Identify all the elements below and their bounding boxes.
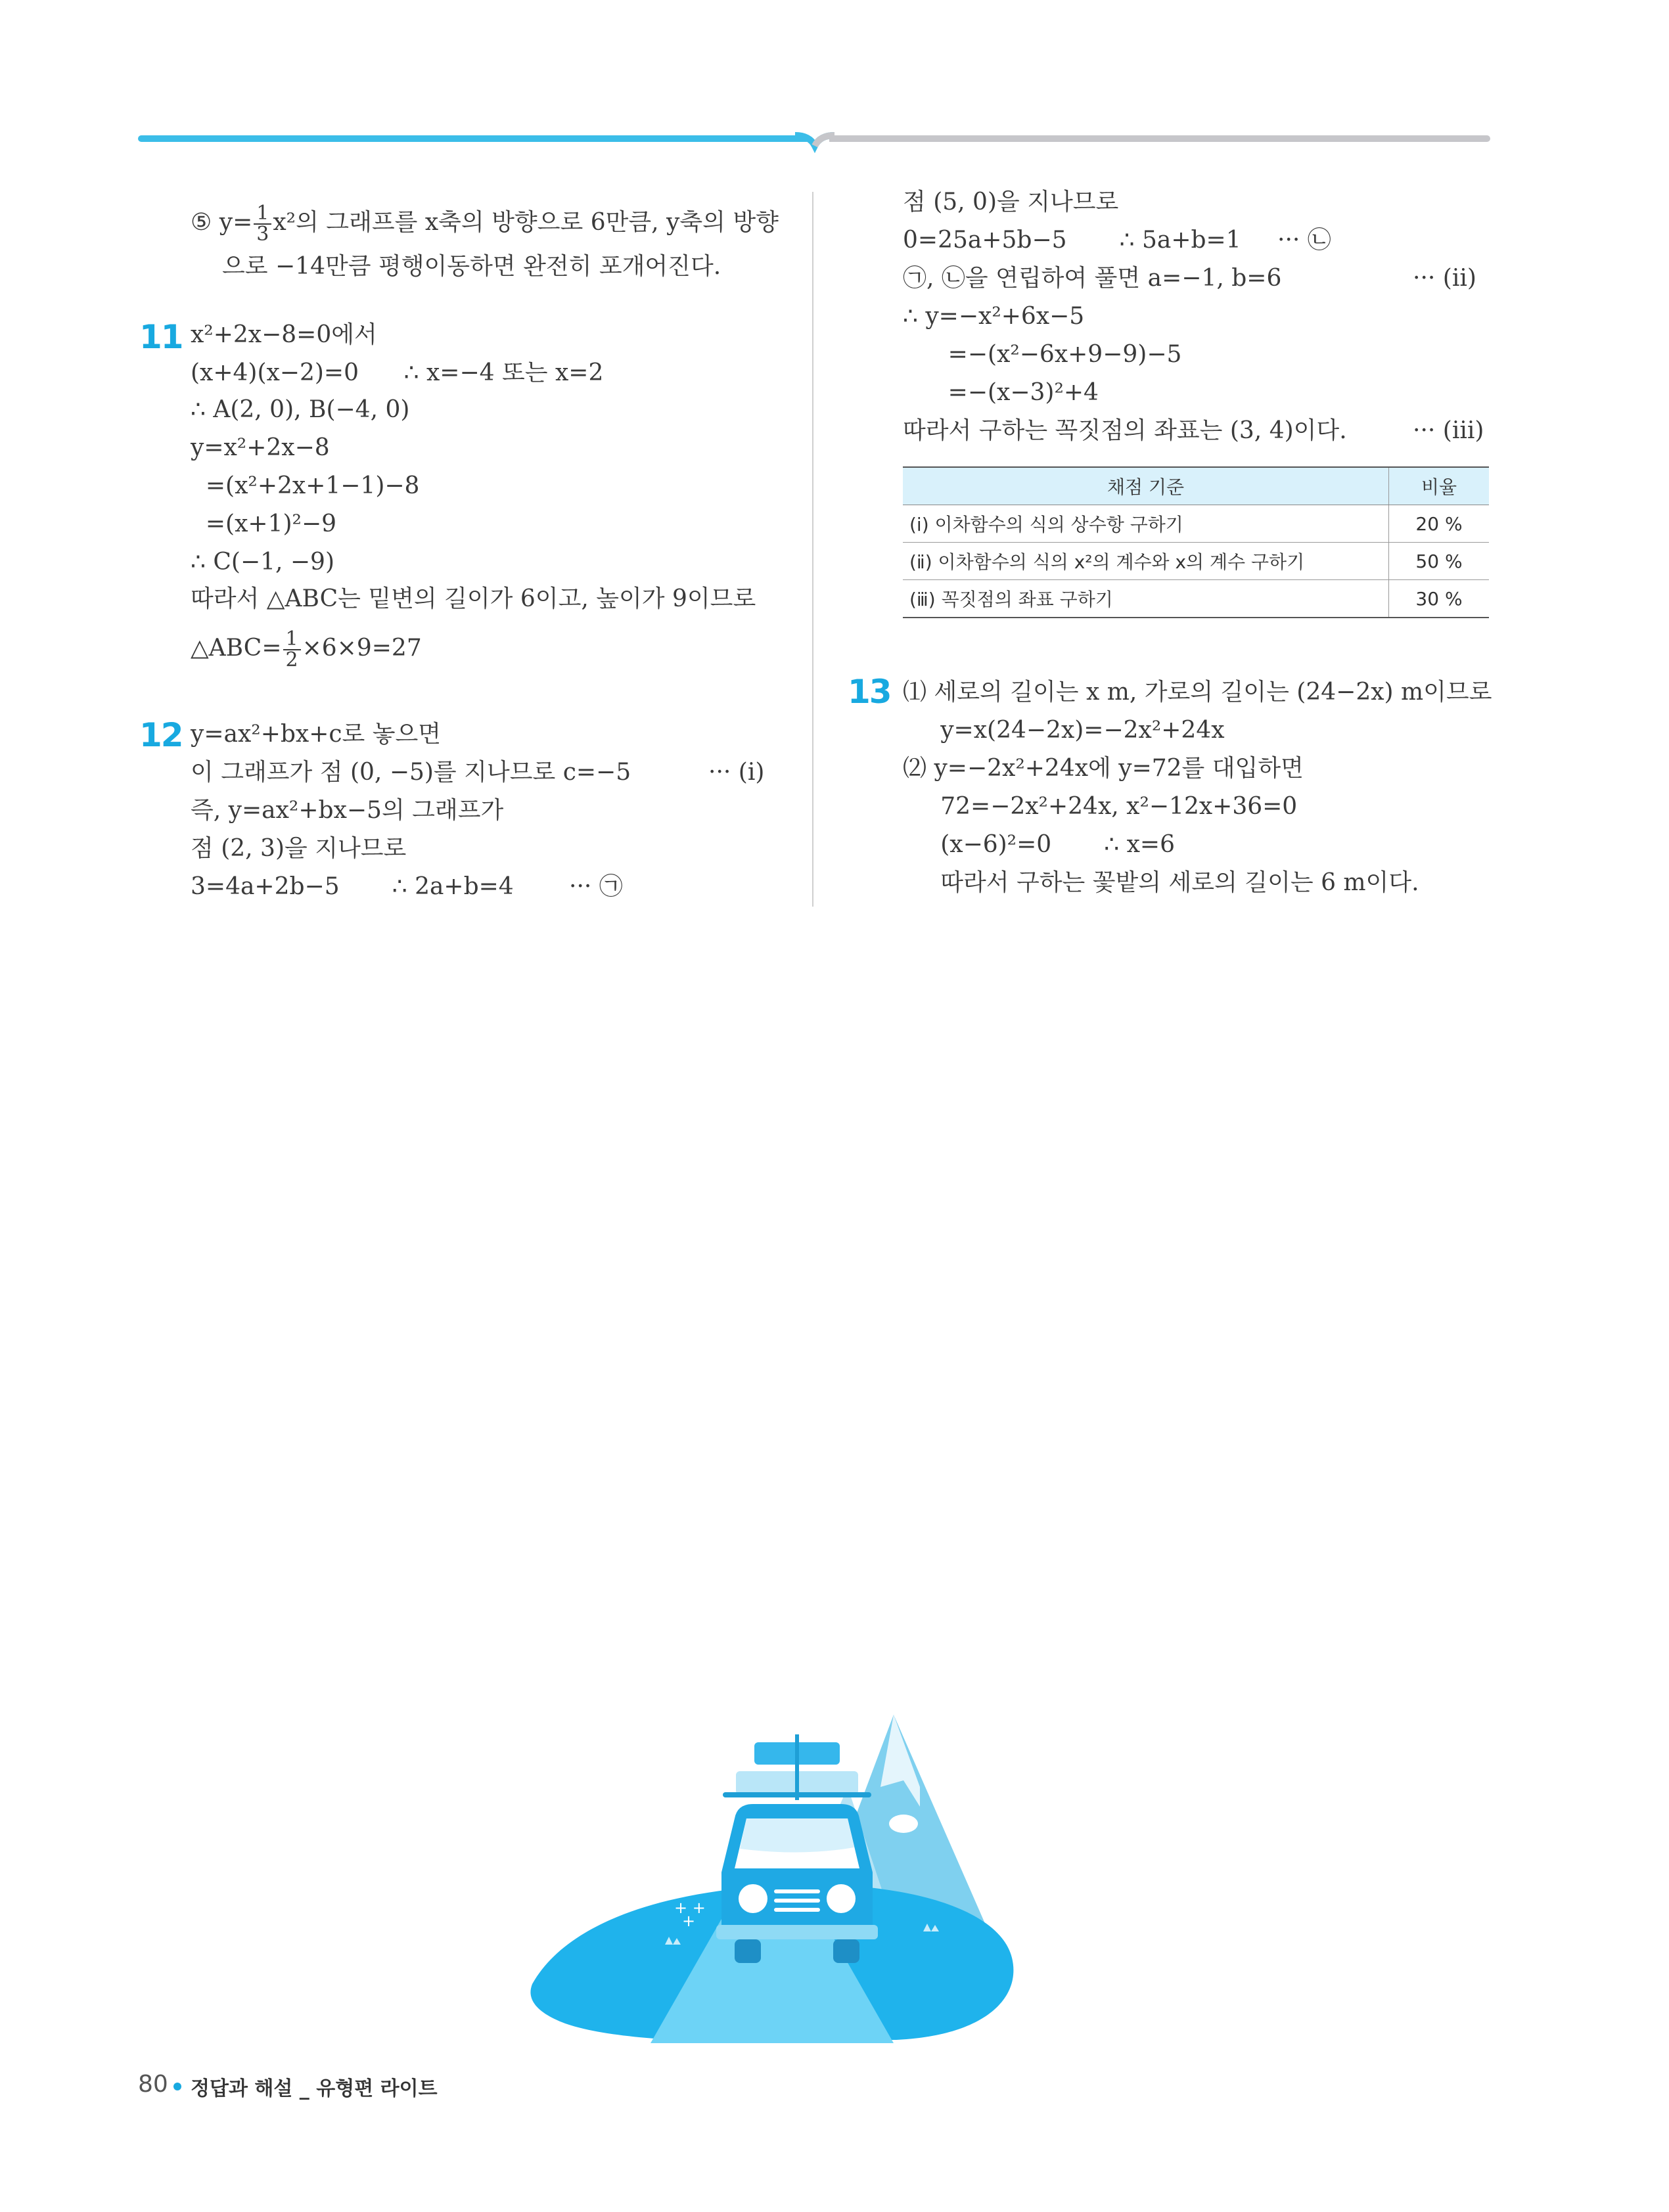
q12-cont-line: ㉠, ㉡을 연립하여 풀면 a=−1, b=6 xyxy=(903,265,1282,292)
q11-line: =(x²+2x+1−1)−8 xyxy=(191,472,420,499)
q12-line: 3=4a+2b−5 ∴ 2a+b=4 xyxy=(191,873,514,900)
table-cell: (ⅰ) 이차함수의 식의 상수항 구하기 xyxy=(903,505,1389,543)
header-bar-notch xyxy=(795,131,834,158)
fraction: $\frac{1}{2}$ xyxy=(283,629,301,670)
question-number-12: 12 xyxy=(139,716,183,754)
table-header: 비율 xyxy=(1389,467,1490,505)
q13-line: 따라서 구하는 꽃밭의 세로의 길이는 6 m이다. xyxy=(903,869,1419,896)
question-number-13: 13 xyxy=(848,673,891,711)
windshield-reflection xyxy=(740,1818,854,1853)
table-row xyxy=(903,580,1489,618)
q13-line: 72=−2x²+24x, x²−12x+36=0 xyxy=(903,793,1298,820)
sparkle-icon: + + xyxy=(674,1899,706,1917)
luggage-strap xyxy=(795,1734,799,1800)
footer-bullet xyxy=(173,2083,181,2090)
q12-cont-line: ∴ y=−x²+6x−5 xyxy=(903,303,1085,330)
q11-line: (x+4)(x−2)=0 ∴ x=−4 또는 x=2 xyxy=(191,359,604,386)
q11-line: 따라서 △ABC는 밑변의 길이가 6이고, 높이가 9이므로 xyxy=(191,585,756,612)
q12-line: y=ax²+bx+c로 놓으면 xyxy=(191,721,442,748)
table-row xyxy=(903,505,1489,543)
page-number: 80 xyxy=(138,2071,168,2098)
score-mark: ··· (ⅰ) xyxy=(708,759,765,786)
question-number-11: 11 xyxy=(139,318,183,356)
table-cell: 50 % xyxy=(1389,543,1490,580)
car-wheel-left xyxy=(735,1939,761,1963)
header-bar-right xyxy=(829,135,1490,142)
table-row xyxy=(903,543,1489,580)
table-cell: (ⅱ) 이차함수의 식의 x²의 계수와 x의 계수 구하기 xyxy=(903,543,1389,580)
roof-rack xyxy=(723,1792,871,1797)
item5-line1: ⑤ y= $\frac{1}{3}$ x²의 그래프를 x축의 방향으로 6만큼, y축의 방향 xyxy=(191,202,779,246)
q12-cont-line: 점 (5, 0)을 지나므로 xyxy=(903,189,1119,215)
q11-line: =(x+1)²−9 xyxy=(191,510,337,537)
headlight-right xyxy=(827,1884,856,1913)
equation-mark: ··· ㉠ xyxy=(569,873,623,900)
q11-line: ∴ C(−1, −9) xyxy=(191,549,335,576)
table-header-row xyxy=(903,467,1489,505)
q12-line: 이 그래프가 점 (0, −5)를 지나므로 c=−5 xyxy=(191,759,631,786)
score-mark: ··· (ⅲ) xyxy=(1413,417,1484,444)
equation-mark: ··· ㉡ xyxy=(1277,227,1331,254)
score-mark: ··· (ⅱ) xyxy=(1413,265,1476,292)
q12-cont-line: 따라서 구하는 꼭짓점의 좌표는 (3, 4)이다. xyxy=(903,417,1347,444)
table-cell: 30 % xyxy=(1389,580,1490,618)
q13-line: (x−6)²=0 ∴ x=6 xyxy=(903,831,1175,858)
footer-title: 정답과 해설 _ 유형편 라이트 xyxy=(191,2077,438,2100)
car-wheel-right xyxy=(833,1939,859,1963)
grading-table xyxy=(903,466,1489,618)
q12-line: 즉, y=ax²+bx−5의 그래프가 xyxy=(191,797,504,824)
q11-line: x²+2x−8=0에서 xyxy=(191,321,377,348)
grille-line xyxy=(774,1899,820,1903)
table-cell: (ⅲ) 꼭짓점의 좌표 구하기 xyxy=(903,580,1389,618)
q12-cont-line: 0=25a+5b−5 ∴ 5a+b=1 xyxy=(903,227,1241,254)
column-divider xyxy=(812,192,813,907)
header-bar-left xyxy=(138,135,808,142)
q12-line: 점 (2, 3)을 지나므로 xyxy=(191,835,407,862)
fraction: $\frac{1}{3}$ xyxy=(254,204,271,244)
q11-line: y=x²+2x−8 xyxy=(191,434,330,461)
headlight-left xyxy=(739,1884,767,1913)
q13-line: ⑵ y=−2x²+24x에 y=72를 대입하면 xyxy=(903,755,1304,782)
grille-line xyxy=(774,1889,820,1893)
q12-cont-line: =−(x²−6x+9−9)−5 xyxy=(903,341,1182,368)
car-bumper xyxy=(716,1925,878,1939)
sparkle-icon: + xyxy=(682,1912,696,1930)
q12-cont-line: =−(x−3)²+4 xyxy=(903,379,1099,406)
grille-line xyxy=(774,1908,820,1912)
q11-line: ∴ A(2, 0), B(−4, 0) xyxy=(191,396,410,423)
q13-line: y=x(24−2x)=−2x²+24x xyxy=(903,717,1225,744)
table-cell: 20 % xyxy=(1389,505,1490,543)
q11-area-line: △ABC= $\frac{1}{2}$ ×6×9=27 xyxy=(191,627,422,671)
item5-line2: 으로 −14만큼 평행이동하면 완전히 포개어진다. xyxy=(222,253,721,280)
table-header: 채점 기준 xyxy=(903,467,1389,505)
car-island-illustration xyxy=(526,1708,1025,2050)
q13-line: ⑴ 세로의 길이는 x m, 가로의 길이는 (24−2x) m이므로 xyxy=(903,679,1492,706)
cloud xyxy=(889,1815,918,1833)
